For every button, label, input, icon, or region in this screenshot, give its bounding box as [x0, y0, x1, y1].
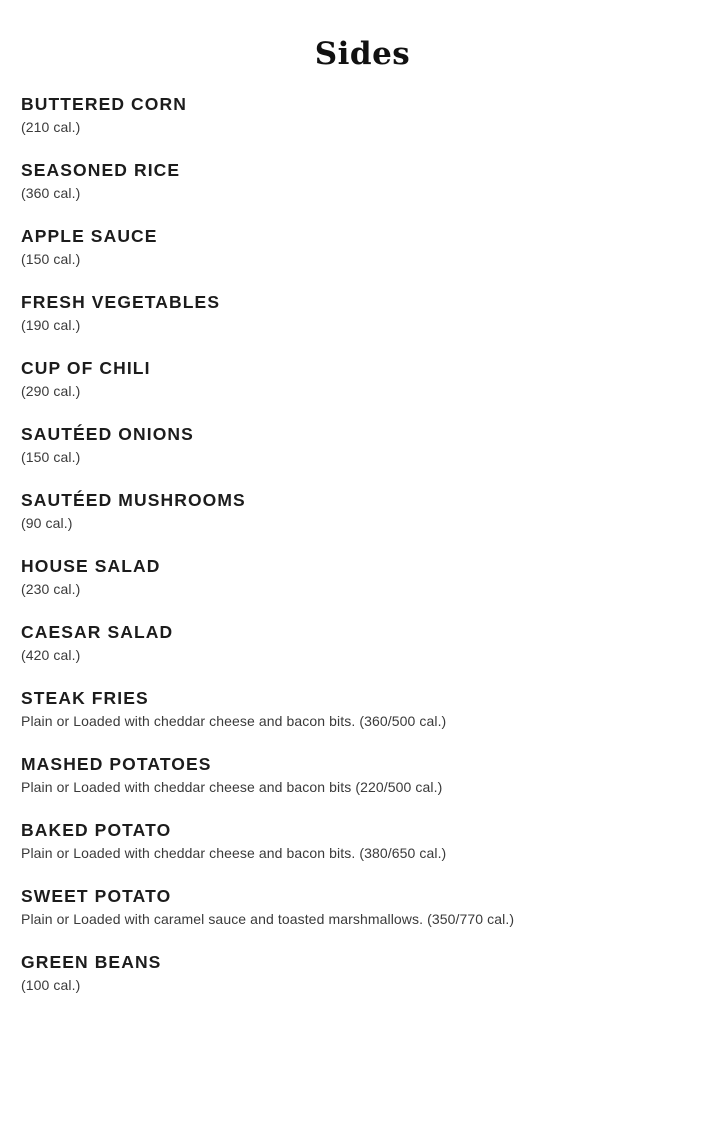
menu-item-detail: (210 cal.)	[21, 119, 81, 135]
menu-item-detail: (150 cal.)	[21, 449, 81, 465]
menu-item	[21, 622, 704, 664]
menu-item-name: SAUTÉED ONIONS	[21, 424, 194, 444]
menu-item-name: CUP OF CHILI	[21, 358, 151, 378]
menu-item	[21, 160, 704, 202]
menu-item-name: FRESH VEGETABLES	[21, 292, 221, 312]
menu-item	[21, 556, 704, 598]
menu-item	[21, 688, 704, 730]
menu-item	[21, 952, 704, 994]
menu-item-detail: (90 cal.)	[21, 515, 73, 531]
menu-item-name: GREEN BEANS	[21, 952, 162, 972]
menu-item-name: STEAK FRIES	[21, 688, 149, 708]
menu-item	[21, 424, 704, 466]
menu-item-name: MASHED POTATOES	[21, 754, 212, 774]
menu-item	[21, 754, 704, 796]
menu-item-detail: Plain or Loaded with cheddar cheese and bacon bits (220/500 cal.)	[21, 779, 443, 795]
menu-item-detail: Plain or Loaded with cheddar cheese and bacon bits. (380/650 cal.)	[21, 845, 447, 861]
menu-item-detail: (420 cal.)	[21, 647, 81, 663]
menu-item-name: SWEET POTATO	[21, 886, 172, 906]
menu-item-detail: (150 cal.)	[21, 251, 81, 267]
menu-item-name: SAUTÉED MUSHROOMS	[21, 490, 246, 510]
menu-item-name: CAESAR SALAD	[21, 622, 174, 642]
menu-item-name: SEASONED RICE	[21, 160, 181, 180]
menu-item-detail: Plain or Loaded with cheddar cheese and bacon bits. (360/500 cal.)	[21, 713, 447, 729]
menu-item	[21, 820, 704, 862]
menu-items-list	[21, 94, 704, 994]
menu-item	[21, 226, 704, 268]
menu-item-name: BUTTERED CORN	[21, 94, 187, 114]
menu-item	[21, 358, 704, 400]
menu-item-detail: (230 cal.)	[21, 581, 81, 597]
menu-item	[21, 94, 704, 136]
menu-item-name: BAKED POTATO	[21, 820, 172, 840]
menu-item-name: APPLE SAUCE	[21, 226, 158, 246]
menu-item-detail: (190 cal.)	[21, 317, 81, 333]
menu-item	[21, 292, 704, 334]
page-title: Sides	[314, 36, 411, 72]
menu-item-detail: (290 cal.)	[21, 383, 81, 399]
menu-item-detail: Plain or Loaded with caramel sauce and toasted marshmallows. (350/770 cal.)	[21, 911, 515, 927]
menu-item-detail: (360 cal.)	[21, 185, 81, 201]
menu-item	[21, 490, 704, 532]
menu-item-name: HOUSE SALAD	[21, 556, 161, 576]
menu-item	[21, 886, 704, 928]
menu-item-detail: (100 cal.)	[21, 977, 81, 993]
